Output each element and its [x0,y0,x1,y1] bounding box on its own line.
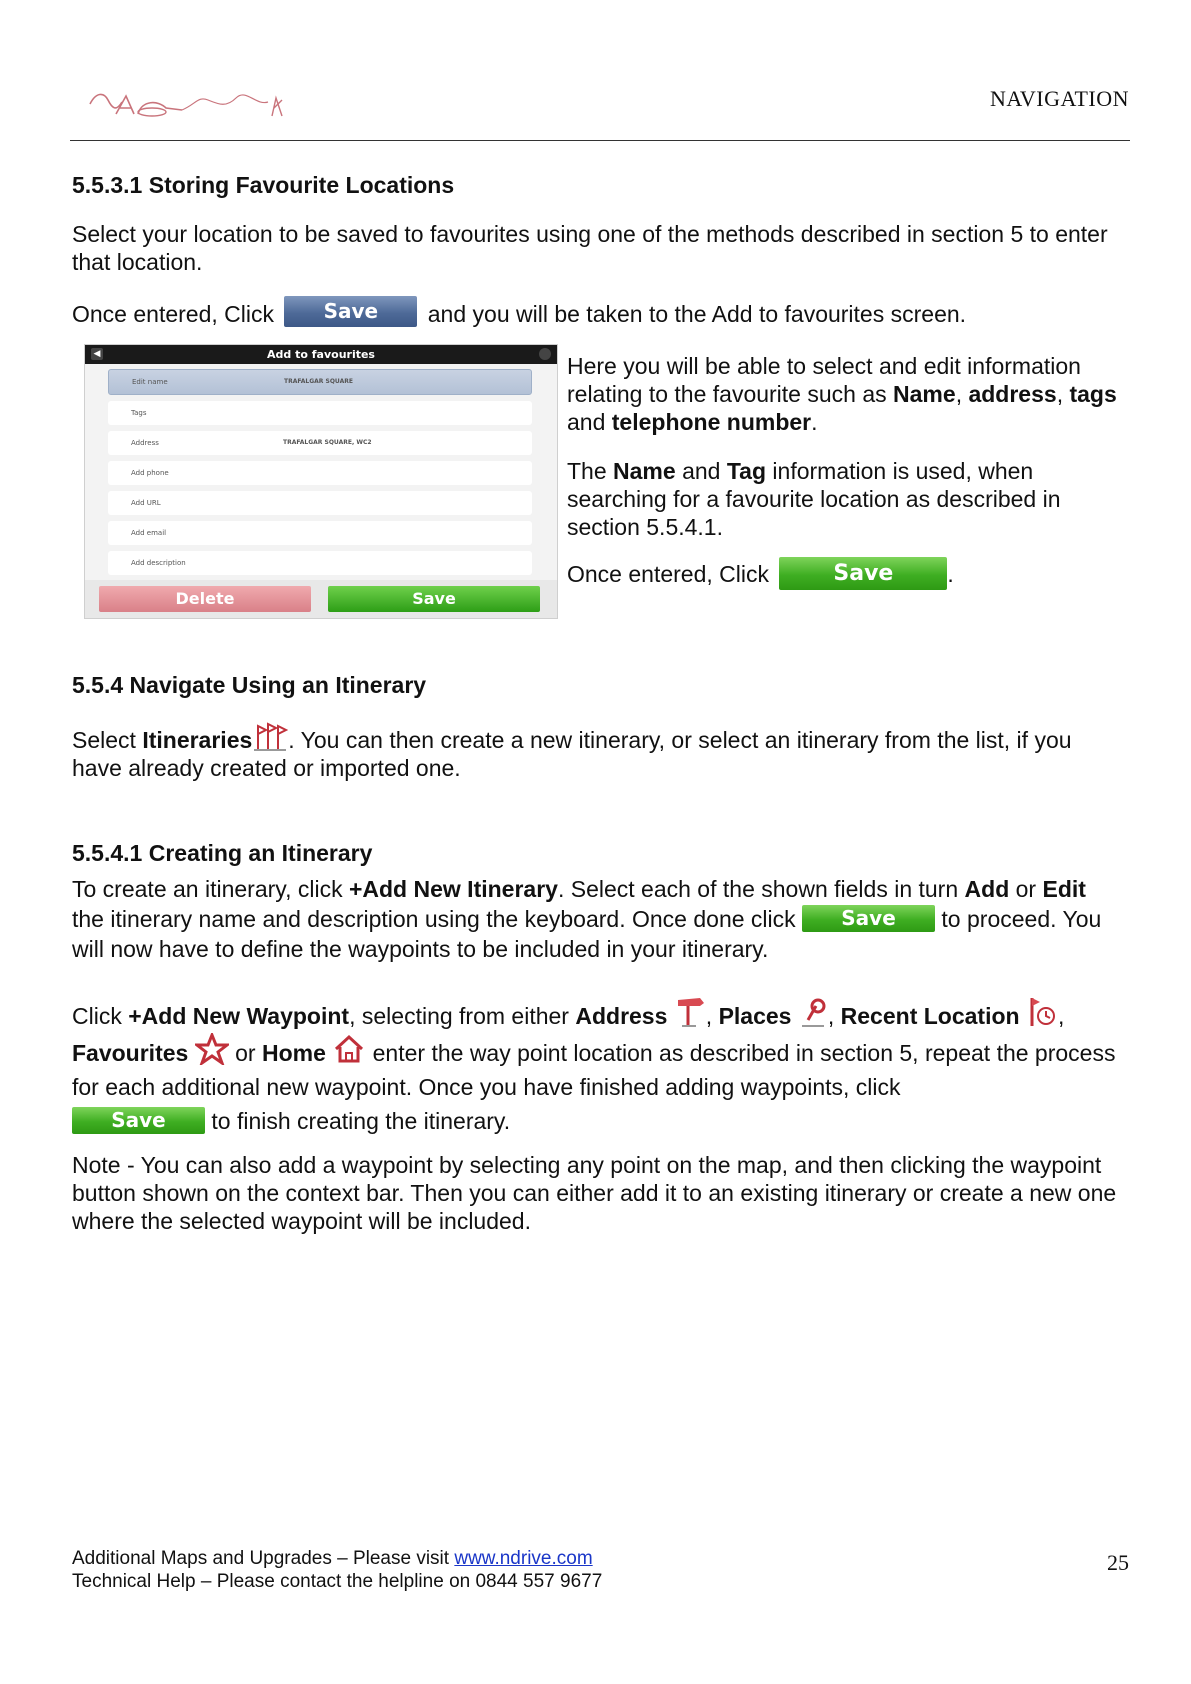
section-heading-storing-favourites: 5.5.3.1 Storing Favourite Locations [72,172,455,198]
text-run: , [827,1003,841,1029]
save-button-green-image: Save [802,905,935,932]
save-button-green-image: Save [779,557,947,590]
save-button-image: Save [328,586,540,612]
text-run: , [955,381,969,407]
text-run: , [705,1003,719,1029]
field-row-edit-name [108,369,532,395]
paragraph-edit-info [567,352,1127,436]
paragraph-select-location: Select your location to be saved to favourites using one of the methods described in section 5 to enter that location. [72,221,1108,275]
bold-tags: tags [1069,381,1117,407]
bold-address: Address [575,1003,668,1029]
bold-add-new-waypoint: +Add New Waypoint [128,1003,350,1029]
field-value: TRAFALGAR SQUARE, WC2 [283,439,372,446]
paragraph-note-waypoint: Note - You can also add a waypoint by selecting any point on the map, and then clicking the waypoint button shown on the context bar. Then you can either add it to an existing itinerary or create a new one where the selected waypoint will be included. [72,1152,1117,1234]
text-run: Select [72,727,143,753]
field-row-tags [108,401,532,425]
header-title: NAVIGATION [989,86,1129,111]
bold-itineraries: Itineraries [142,727,253,753]
bold-home: Home [261,1040,326,1066]
field-row-address [108,431,532,455]
bold-places: Places [718,1003,792,1029]
paragraph-once-entered-click [567,560,1127,590]
text-run: or [228,1040,262,1066]
text-run: Once entered, Click [567,561,769,587]
section-heading-navigate-itinerary: 5.5.4 Navigate Using an Itinerary [72,672,427,698]
field-label: Add email [131,529,167,537]
text-run: to proceed. You will now have to define the waypoints to be included in your itinerary. [72,906,1102,962]
text-run: , [1057,1003,1065,1029]
save-button-blue-image: Save [284,296,417,327]
screenshot-footer [85,580,557,618]
text-run: Here you will be able to select and edit information relating to the favourite such as [567,353,1081,407]
save-button-green-image: Save [72,1107,205,1134]
bold-add: Add [964,876,1010,902]
text-run: . [811,409,818,435]
itineraries-flags-icon [252,722,288,752]
add-to-favourites-screenshot [84,344,558,619]
page-number: 25 [1107,1550,1129,1575]
text-run: Click [72,1003,129,1029]
text-run: and [567,409,612,435]
text-run: information is used, when searching for a favourite location as described in section 5.5.4.1. [567,458,1061,540]
bold-add-new-itinerary: +Add New Itinerary [348,876,558,902]
text-run: the itinerary name and description using the keyboard. Once done click [72,906,803,932]
bold-tag: Tag [726,458,767,484]
text-run: , selecting from either [349,1003,576,1029]
text-run: . Select each of the shown fields in turn [557,876,965,902]
footer-text-run: Additional Maps and Upgrades – Please visit [72,1548,455,1569]
field-row-add-phone [108,461,532,485]
screenshot-title-bar [85,345,557,364]
field-label: Add URL [131,499,161,507]
bold-address: address [968,381,1057,407]
header-divider [70,140,1130,141]
bold-telephone-number: telephone number [611,409,812,435]
footer-line-help: Technical Help – Please contact the helpline on 0844 557 9677 [72,1571,603,1592]
bold-name: Name [613,458,676,484]
paragraph-once-entered [72,300,1132,328]
bold-recent-location: Recent Location [840,1003,1020,1029]
text-run: and [675,458,727,484]
paragraph-create-itinerary [72,874,1122,964]
text-run: To create an itinerary, click [72,876,349,902]
text-run: , [1056,381,1070,407]
delete-button-image: Delete [99,586,311,612]
text-run: The [567,458,614,484]
bold-name: Name [893,381,956,407]
field-label: Tags [131,409,147,417]
recent-location-clock-icon [1026,994,1058,1028]
ndrive-link[interactable]: www.ndrive.com [454,1548,593,1569]
ndrive-route-logo-icon [86,86,296,124]
text-run: . [947,561,954,587]
bold-favourites: Favourites [72,1040,189,1066]
globe-icon [539,348,551,360]
field-label: Add phone [131,469,169,477]
home-house-icon [332,1033,366,1065]
field-label: Add description [131,559,186,567]
field-row-add-email [108,521,532,545]
screenshot-field-list [108,369,532,581]
field-label: Address [131,439,159,447]
text-run: enter the way point location as described in section 5, repeat the process for each additional new waypoint. Once you have finished adding waypoints, click [72,1040,1116,1100]
screenshot-title: Add to favourites [267,348,375,361]
paragraph-select-itineraries [72,722,1122,782]
footer-line-maps [72,1547,602,1570]
paragraph-add-waypoint [72,994,1132,1138]
favourites-star-icon [195,1033,229,1065]
text-run: or [1009,876,1043,902]
text-run: to finish creating the itinerary. [205,1108,511,1134]
text-run: . You can then create a new itinerary, or select an itinerary from the list, if you have already created or imported one. [72,727,1072,781]
address-signpost-icon [674,994,706,1028]
taken-to-screen-text: and you will be taken to the Add to favourites screen. [427,301,967,327]
field-row-add-url [108,491,532,515]
bold-edit: Edit [1042,876,1086,902]
field-value: TRAFALGAR SQUARE [284,378,353,385]
section-heading-creating-itinerary: 5.5.4.1 Creating an Itinerary [72,840,373,866]
once-entered-text: Once entered, Click [72,301,274,327]
places-pin-icon [798,998,828,1028]
field-label: Edit name [132,378,168,386]
footer-text [72,1547,602,1593]
field-row-add-description [108,551,532,575]
paragraph-name-tag-info [567,457,1127,541]
back-arrow-icon: ◀ [91,348,103,360]
